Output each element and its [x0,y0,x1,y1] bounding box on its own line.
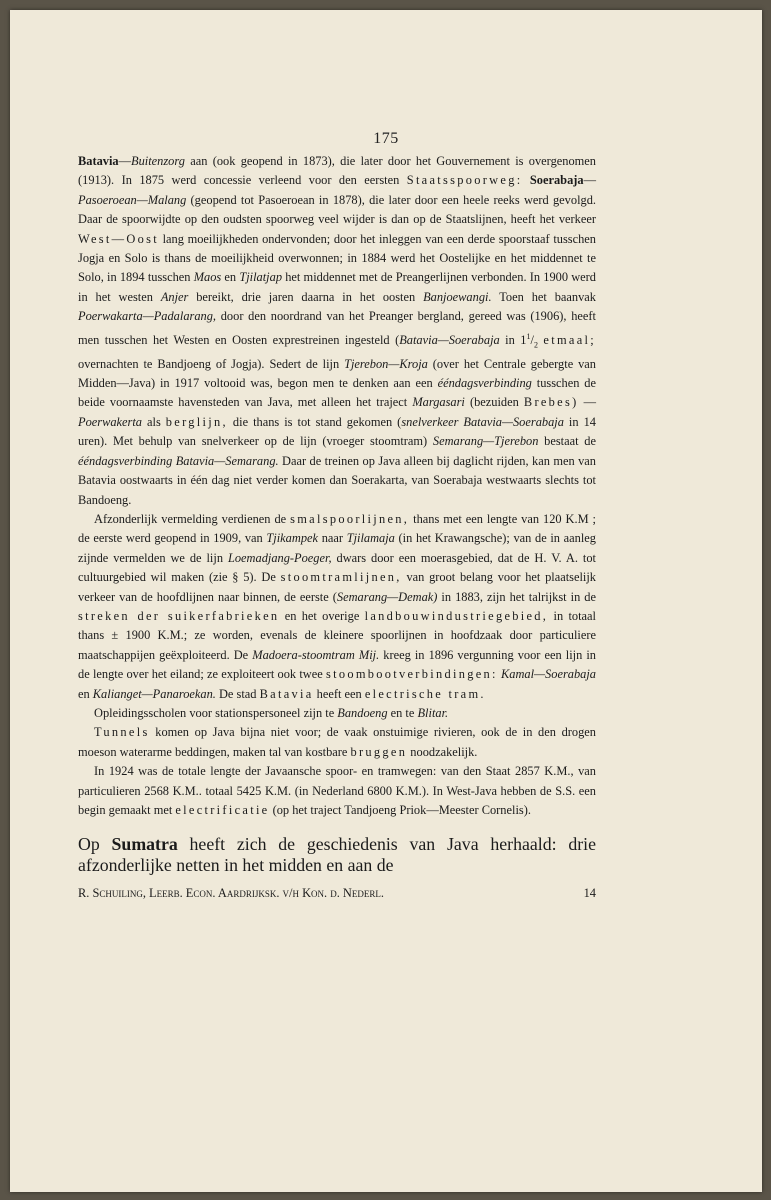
text-span: als [142,414,166,429]
text-span: Kamal—Soerabaja [500,667,596,682]
text-span: Poerwakerta [78,414,143,429]
text-span: het middennet met de Preangerlijnen verbonden. In 1900 werd in het westen [78,270,596,304]
text-span: Bandoeng [337,705,388,720]
text-span: heeft een [313,686,365,701]
text-span: In 1924 was de totale lengte der Javaansche spoor- en tramwegen: van den Staat 2857 K.M., van particulieren 2568 K.M.. totaal 5425 K.M. (in Nederland 6800 K.M.). In West-Java hebben de S.S. een begin gemaakt met [78,764,596,817]
text-span: Daar de treinen op Java alleen bij daglicht rijden, kan men van Batavia oostwaarts in één dag niet verder komen dan Soerakarta, van Soerabaja westwaarts slechts tot Bandoeng. [78,453,596,507]
text-span: van groot belang voor het plaatselijk verkeer van de hoofdlijnen naar binnen, de eerste ( [78,570,596,604]
text-span: ééndagsverbinding Batavia—Semarang. [78,453,279,468]
text-span: Margasari [412,395,465,410]
text-span: — [583,173,596,188]
text-span: Op [78,834,112,855]
text-span: tusschen de beide voornaamste havensteden van Java, met alleen het traject [78,376,597,410]
text-span: Sumatra [111,834,178,855]
text-span: snelverkeer Batavia—Soerabaja [401,414,564,429]
text-span: lang moeilijkheden ondervonden; door het inleggen van een derde spoorstaaf tusschen Jogja en Solo is thans de moeilijkheid overwonnen; in 1884 werd het Oostelijke en het middennet te Solo, in 1894 tusschen [78,231,596,285]
text-span: naar [318,531,347,546]
text-span: Brebes) [523,395,579,410]
text-span: noodzakelijk. [407,744,478,759]
text-span: in totaal thans ± 1900 K.M.; ze worden, evenals de kleinere spoorlijnen in hoofdzaak door particuliere maatschappijen geëxploiteerd. De [78,608,596,662]
text-span: overnachten te Bandjoeng of Jogja). Sedert de lijn [78,356,345,371]
paragraph-narrow-gauge [78,510,596,704]
text-span: Batavia—Soerabaja [399,332,500,347]
paragraph-training-schools [78,704,596,723]
text-span: Banjoewangi. [423,289,492,304]
paragraph-sumatra [78,834,596,876]
text-span: berglijn, [165,414,228,429]
text-span: stoombootverbindingen: [325,667,498,682]
text-span: en [221,270,240,285]
text-span: electrische tram. [364,686,486,701]
text-span: Tjilatjap [239,270,283,285]
text-span: ééndagsverbinding [437,376,532,391]
text-span: Tjilamaja [346,531,395,546]
text-span: Semarang—Demak) [336,589,438,604]
text-span: thans met een lengte van 120 K.M ; de eerste werd geopend in 1909, van [78,511,596,546]
page-body [78,152,596,904]
text-span: en [78,686,93,701]
footer-author: R. Schuiling, Leerb. Econ. Aardrijksk. v/h Kon. d. Nederl. [78,886,384,901]
text-span: dwars door een moerasgebied, dat de H. V. A. tot cultuurgebied wil maken (zie § 5). De [78,550,596,585]
text-span: komen op Java bijna niet voor; de vaak onstuimige rivieren, ook de in den drogen moeson waterarme beddingen, maken tal van kostbare [78,725,596,759]
book-page [10,10,762,1192]
text-span: Kalianget—Panaroekan. [92,686,216,701]
text-span: Maos [193,270,222,285]
paragraph-railways-history [78,152,596,510]
text-span: Poerwakarta—Padalarang, [78,309,217,324]
paragraph-total-length [78,762,596,820]
text-span: (bezuiden [464,395,524,410]
paragraph-tunnels-bridges [78,723,596,762]
text-span: Tjikampek [266,531,319,546]
page-number: 175 [373,130,399,147]
text-span: landbouwindustriegebied, [364,608,549,623]
page-footer [78,884,596,903]
text-span: die thans is tot stand gekomen ( [227,414,402,429]
fraction-numerator: 1 [526,331,531,341]
text-span: etmaal; [543,332,596,347]
text-span: Opleidingsscholen voor stationspersoneel zijn te [94,705,338,720]
text-span: stoomtramlijnen, [280,570,402,585]
text-span: in 14 uren). Met behulp van snelverkeer op de lijn (vroeger stoomtram) [78,414,596,449]
text-span: Anjer [160,289,189,304]
text-span: Madoera-stoomtram Mij. [252,647,380,662]
text-span: Staatsspoorweg: [406,173,523,188]
text-span: (in het Krawangsche); van de in aanleg zijnde vermelden we de lijn [78,531,596,565]
text-span: kreeg in 1896 vergunning voor een lijn in de lengte over het eiland; ze exploiteert ook twee [78,647,596,682]
text-span: Batavia [259,686,314,701]
fraction-slash: / [530,332,534,347]
text-span: smalspoorlijnen, [290,511,410,526]
text-span: De stad [215,686,260,701]
text-span: — [118,154,132,168]
text-span: Semarang—Tjerebon [432,434,539,449]
text-span: electrificatie [175,803,270,817]
text-span: (over het Centrale gebergte van Midden—Java) in 1917 voltooid was, begon men te denken aan een [78,356,596,391]
text-span: bereikt, drie jaren daarna in het oosten [188,289,424,304]
text-span: en te [387,705,418,720]
text-span: aan (ook geopend in 1873), die later door het Gouvernement is overgenomen (1913). In 1875 werd concessie verleend voor den eersten [78,154,596,188]
text-span: Loemadjang-Poeger, [227,550,332,565]
text-span: Buitenzorg [131,154,185,168]
text-span: Afzonderlijk vermelding verdienen de [94,511,291,526]
text-span: Tunnels [94,725,150,740]
text-span [522,173,529,187]
text-span: in 1883, zijn het talrijkst in de [437,589,596,604]
text-span: en het overige [279,608,365,623]
text-span: bestaat de [538,434,596,449]
text-span: Tjerebon—Kroja [344,356,428,371]
text-span: (op het traject Tandjoeng Priok—Meester Cornelis). [269,803,531,817]
text-span: (geopend tot Pasoeroean in 1878), die later door een heele reeks werd gevolgd. Daar de spoorwijdte op den oudsten spoorweg veel wijder is dan op de Staatslijnen, heeft het verkeer [78,192,596,227]
text-span: heeft zich de geschiedenis van Java herhaald: drie afzonderlijke netten in het midden en aan de [78,834,596,876]
text-span: West—Oost [78,231,159,246]
fraction-denominator: 2 [533,340,538,350]
text-span: Batavia [78,154,119,168]
text-span: streken der suikerfabrieken [78,608,280,623]
text-span: Pasoeroean—Malang [78,192,187,207]
text-span: bruggen [350,744,408,759]
text-span: in 1 [499,332,527,347]
footer-signature: 14 [583,886,596,901]
text-span: Soerabaja [529,173,584,188]
text-span: door den noordrand van het Preanger bergland, gereed was (1906), heeft men tusschen het Westen en Oosten exprestreinen ingesteld ( [78,309,596,347]
text-span: Blitar. [417,705,449,720]
text-span: — [578,395,596,410]
text-span: Toen het baanvak [491,289,596,304]
